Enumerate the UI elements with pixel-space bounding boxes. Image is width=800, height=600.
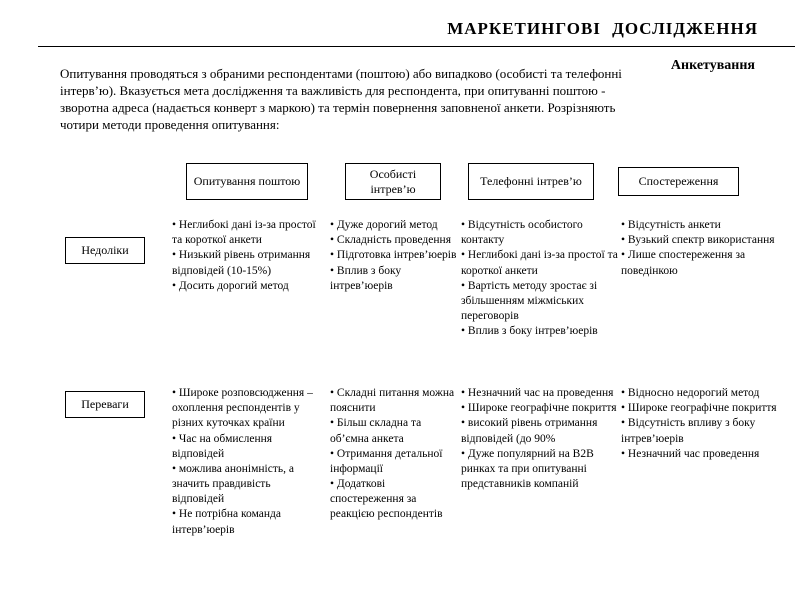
divider — [38, 46, 795, 47]
bullet-item: • Відносно недорогий метод — [621, 386, 789, 401]
bullet-item: • Вартість методу зростає зі збільшенням міжміських переговорів — [461, 279, 618, 325]
cell-disadvantages-observation — [621, 218, 789, 279]
cell-advantages-observation — [621, 386, 789, 462]
bullet-item: • Відсутність впливу з боку інтрев’юерів — [621, 416, 789, 446]
method-header-label: Спостереження — [638, 174, 719, 188]
bullet-item: • Неглибокі дані із-за простої та короткої анкети — [461, 248, 618, 278]
method-header-label: Опитування поштою — [193, 174, 301, 188]
bullet-item: • Досить дорогий метод — [172, 279, 322, 294]
method-header-mail-survey — [186, 163, 308, 200]
bullet-item: • Незначний час проведення — [621, 447, 789, 462]
bullet-item: • Більш складна та об’ємна анкета — [330, 416, 457, 446]
method-header-observation — [618, 167, 739, 196]
row-label-disadvantages — [65, 237, 145, 264]
bullet-item: • Вплив з боку інтрев’юерів — [330, 264, 457, 294]
row-label-text: Переваги — [81, 397, 129, 411]
bullet-item: • Неглибокі дані із-за простої та короткої анкети — [172, 218, 322, 248]
bullet-item: • Широке географічне покриття — [461, 401, 618, 416]
bullet-item: • високий рівень отримання відповідей (до 90% — [461, 416, 618, 446]
bullet-item: • Отримання детальної інформації — [330, 447, 457, 477]
method-header-label: Телефонні інтрев’ю — [480, 174, 582, 188]
bullet-item: • Незначний час на проведення — [461, 386, 618, 401]
cell-disadvantages-mail-survey — [172, 218, 322, 294]
cell-advantages-personal-interview — [330, 386, 457, 523]
page-title: МАРКЕТИНГОВІ ДОСЛІДЖЕННЯ — [447, 19, 758, 38]
bullet-item: • Не потрібна команда інтерв’юерів — [172, 507, 322, 537]
intro-text: Опитування проводяться з обраними респондентами (поштою) або випадково (особисті та телефонні інтерв’ю). Вказується мета дослідження та важливість для респондента, при опитуванні поштою - зворотна адреса (надається конверт з маркою) та термін повернення заповненої анкети. Розрізняють чотири методи проведення опитування: — [60, 66, 622, 132]
cell-disadvantages-personal-interview — [330, 218, 457, 294]
bullet-item: • Дуже популярний на B2B ринках та при опитуванні представників компаній — [461, 447, 618, 493]
bullet-item: • Відсутність особистого контакту — [461, 218, 618, 248]
row-label-advantages — [65, 391, 145, 418]
method-header-personal-interview — [345, 163, 441, 200]
bullet-item: • Широке географічне покриття — [621, 401, 789, 416]
cell-advantages-phone-interview — [461, 386, 618, 492]
bullet-item: • Лише спостереження за поведінкою — [621, 248, 789, 278]
bullet-item: • Низький рівень отримання відповідей (10-15%) — [172, 248, 322, 278]
method-header-label: Особисті інтрев’ю — [369, 166, 417, 196]
bullet-item: • Дуже дорогий метод — [330, 218, 457, 233]
bullet-item: • Складність проведення — [330, 233, 457, 248]
method-header-phone-interview — [468, 163, 594, 200]
bullet-item: • Час на обмислення відповідей — [172, 432, 322, 462]
bullet-item: • Вузький спектр використання — [621, 233, 789, 248]
bullet-item: • Широке розповсюдження – охоплення респондентів у різних куточках країни — [172, 386, 322, 432]
page-subtitle: Анкетування — [670, 58, 755, 73]
cell-disadvantages-phone-interview — [461, 218, 618, 339]
row-label-text: Недоліки — [81, 243, 129, 257]
bullet-item: • Складні питання можна пояснити — [330, 386, 457, 416]
bullet-item: • Підготовка інтрев’юерів — [330, 248, 457, 263]
cell-advantages-mail-survey — [172, 386, 322, 538]
bullet-item: • Додаткові спостереження за реакцією респондентів — [330, 477, 457, 523]
bullet-item: • Вплив з боку інтрев’юерів — [461, 324, 618, 339]
bullet-item: • Відсутність анкети — [621, 218, 789, 233]
bullet-item: • можлива анонімність, а значить правдивість відповідей — [172, 462, 322, 508]
